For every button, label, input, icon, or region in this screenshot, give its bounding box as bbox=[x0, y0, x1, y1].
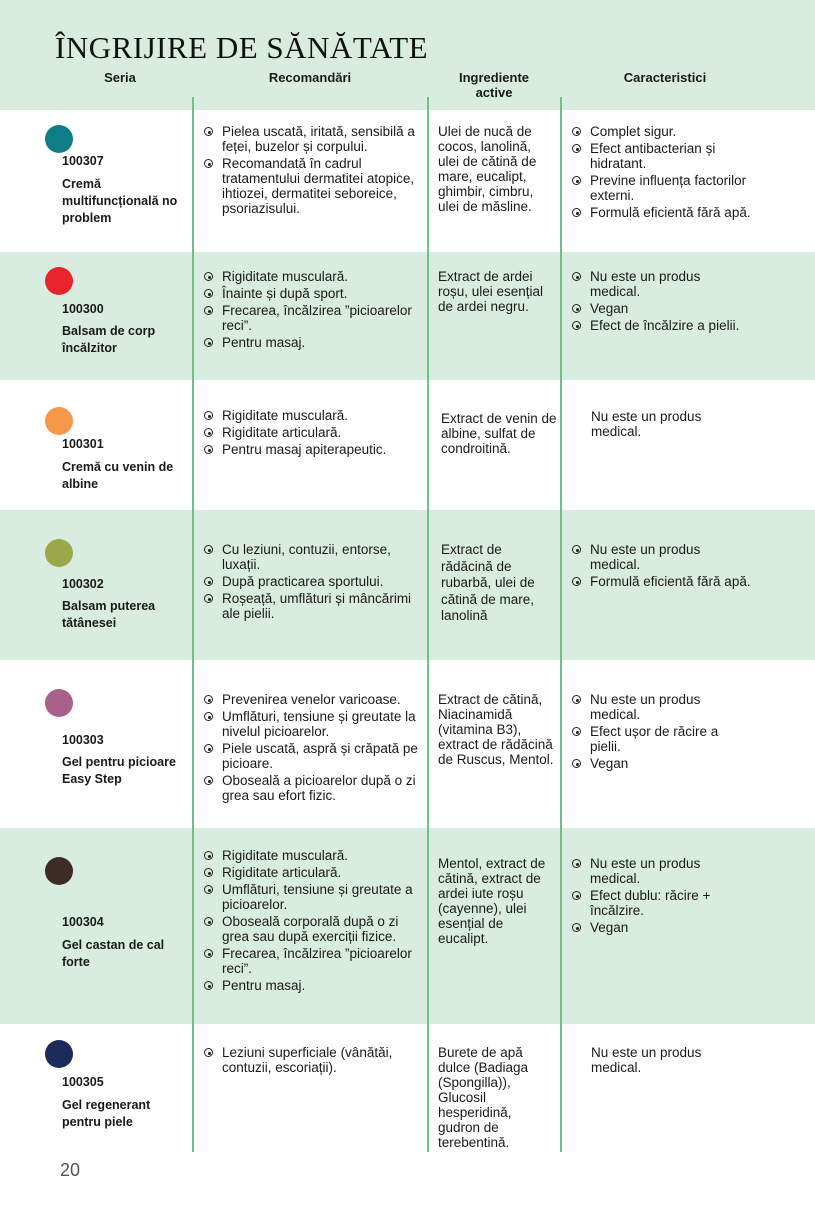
features-list bbox=[572, 692, 752, 773]
recommendations-list bbox=[204, 408, 424, 459]
features-list bbox=[572, 542, 752, 591]
recommendations-list bbox=[204, 848, 424, 995]
table-row-bg bbox=[0, 1024, 815, 1154]
column-header-caracteristici: Caracteristici bbox=[623, 70, 707, 85]
column-divider bbox=[427, 97, 429, 1152]
product-code: 100300 bbox=[62, 302, 104, 316]
list-item: Formulă eficientă fără apă. bbox=[572, 205, 752, 220]
list-item: Efect dublu: răcire + încălzire. bbox=[572, 888, 752, 918]
product-code: 100307 bbox=[62, 154, 104, 168]
list-item: Rigiditate articulară. bbox=[204, 425, 424, 440]
product-name: Cremă cu venin de albine bbox=[62, 460, 174, 491]
column-divider bbox=[560, 97, 562, 1152]
list-item: Previne influența factorilor externi. bbox=[572, 173, 752, 203]
ingredients-text: Burete de apă dulce (Badiaga (Spongilla)), Glucosil hesperidină, gudron de terebentină. bbox=[438, 1045, 529, 1150]
list-item: Pentru masaj. bbox=[204, 978, 424, 993]
list-item: Nu este un produs medical. bbox=[572, 692, 752, 722]
list-item: Pielea uscată, iritată, sensibilă a feței, buzelor și corpului. bbox=[204, 124, 424, 154]
ingredients-text: Extract de ardei roșu, ulei esențial de ardei negru. bbox=[438, 269, 544, 314]
page-title: ÎNGRIJIRE DE SĂNĂTATE bbox=[55, 30, 429, 65]
list-item: Oboseală a picioarelor după o zi grea sau efort fizic. bbox=[204, 773, 424, 803]
ingredients-text: Extract de rădăcină de rubarbă, ulei de cătină de mare, lanolină bbox=[441, 542, 535, 623]
list-item: Pentru masaj. bbox=[204, 335, 424, 350]
list-item: Vegan bbox=[572, 756, 752, 771]
color-swatch-icon bbox=[45, 267, 73, 295]
color-swatch-icon bbox=[45, 857, 73, 885]
product-code: 100304 bbox=[62, 915, 104, 929]
color-swatch-icon bbox=[45, 689, 73, 717]
recommendations-list bbox=[204, 692, 424, 805]
recommendations-list bbox=[204, 269, 424, 352]
recommendations-list bbox=[204, 124, 424, 218]
color-swatch-icon bbox=[45, 125, 73, 153]
list-item: Rigiditate musculară. bbox=[204, 269, 424, 284]
product-name: Balsam puterea tătânesei bbox=[62, 599, 156, 630]
list-item: Rigiditate musculară. bbox=[204, 408, 424, 423]
product-name: Gel pentru picioare Easy Step bbox=[62, 755, 176, 786]
ingredients-text: Extract de venin de albine, sulfat de condroitină. bbox=[441, 411, 557, 456]
features-text: Nu este un produs medical. bbox=[591, 409, 702, 439]
list-item: Nu este un produs medical. bbox=[572, 542, 752, 572]
list-item: Cu leziuni, contuzii, entorse, luxații. bbox=[204, 542, 424, 572]
column-header-seria: Seria bbox=[104, 70, 136, 85]
features-list bbox=[572, 269, 752, 335]
list-item: Vegan bbox=[572, 301, 752, 316]
list-item: Recomandată în cadrul tratamentului dermatitei atopice, ihtiozei, dermatitei seboreice, psoriazisului. bbox=[204, 156, 424, 216]
list-item: Nu este un produs medical. bbox=[572, 269, 752, 299]
list-item: Pentru masaj apiterapeutic. bbox=[204, 442, 424, 457]
list-item: Complet sigur. bbox=[572, 124, 752, 139]
product-code: 100301 bbox=[62, 437, 104, 451]
list-item: Frecarea, încălzirea ”picioarelor reci”. bbox=[204, 946, 424, 976]
features-list bbox=[572, 856, 752, 937]
list-item: Leziuni superficiale (vânătăi, contuzii, escoriații). bbox=[204, 1045, 424, 1075]
list-item: Efect de încălzire a pielii. bbox=[572, 318, 752, 333]
column-header-ingrediente: Ingrediente active bbox=[458, 70, 530, 100]
color-swatch-icon bbox=[45, 1040, 73, 1068]
list-item: Rigiditate musculară. bbox=[204, 848, 424, 863]
product-name: Gel regenerant pentru piele bbox=[62, 1098, 151, 1129]
product-name: Gel castan de cal forte bbox=[62, 938, 165, 969]
features-list bbox=[572, 124, 752, 222]
product-code: 100302 bbox=[62, 577, 104, 591]
product-code: 100303 bbox=[62, 733, 104, 747]
recommendations-list bbox=[204, 1045, 424, 1077]
color-swatch-icon bbox=[45, 407, 73, 435]
list-item: Umflături, tensiune și greutate la nivelul picioarelor. bbox=[204, 709, 424, 739]
list-item: Piele uscată, aspră și crăpată pe picioare. bbox=[204, 741, 424, 771]
list-item: Rigiditate articulară. bbox=[204, 865, 424, 880]
color-swatch-icon bbox=[45, 539, 73, 567]
page-number: 20 bbox=[60, 1160, 81, 1180]
product-name: Balsam de corp încălzitor bbox=[62, 324, 156, 355]
list-item: Frecarea, încălzirea ”picioarelor reci”. bbox=[204, 303, 424, 333]
product-code: 100305 bbox=[62, 1075, 104, 1089]
ingredients-text: Ulei de nucă de cocos, lanolină, ulei de cătină de mare, eucalipt, ghimbir, cimbru, ulei de măsline. bbox=[438, 124, 537, 214]
features-text: Nu este un produs medical. bbox=[591, 1045, 702, 1075]
list-item: Înainte și după sport. bbox=[204, 286, 424, 301]
ingredients-text: Extract de cătină, Niacinamidă (vitamina B3), extract de rădăcină de Ruscus, Mentol. bbox=[438, 692, 554, 767]
column-header-recomandari: Recomandări bbox=[268, 70, 352, 85]
recommendations-list bbox=[204, 542, 424, 623]
list-item: Roșeață, umflături și mâncărimi ale pielii. bbox=[204, 591, 424, 621]
list-item: Efect antibacterian și hidratant. bbox=[572, 141, 752, 171]
list-item: După practicarea sportului. bbox=[204, 574, 424, 589]
list-item: Vegan bbox=[572, 920, 752, 935]
product-name: Cremă multifuncțională no problem bbox=[62, 177, 178, 225]
list-item: Efect ușor de răcire a pielii. bbox=[572, 724, 752, 754]
list-item: Oboseală corporală după o zi grea sau după exerciții fizice. bbox=[204, 914, 424, 944]
list-item: Formulă eficientă fără apă. bbox=[572, 574, 752, 589]
column-divider bbox=[192, 97, 194, 1152]
list-item: Nu este un produs medical. bbox=[572, 856, 752, 886]
list-item: Prevenirea venelor varicoase. bbox=[204, 692, 424, 707]
ingredients-text: Mentol, extract de cătină, extract de ardei iute roșu (cayenne), ulei esențial de eucalipt. bbox=[438, 856, 546, 946]
list-item: Umflături, tensiune și greutate a picioarelor. bbox=[204, 882, 424, 912]
